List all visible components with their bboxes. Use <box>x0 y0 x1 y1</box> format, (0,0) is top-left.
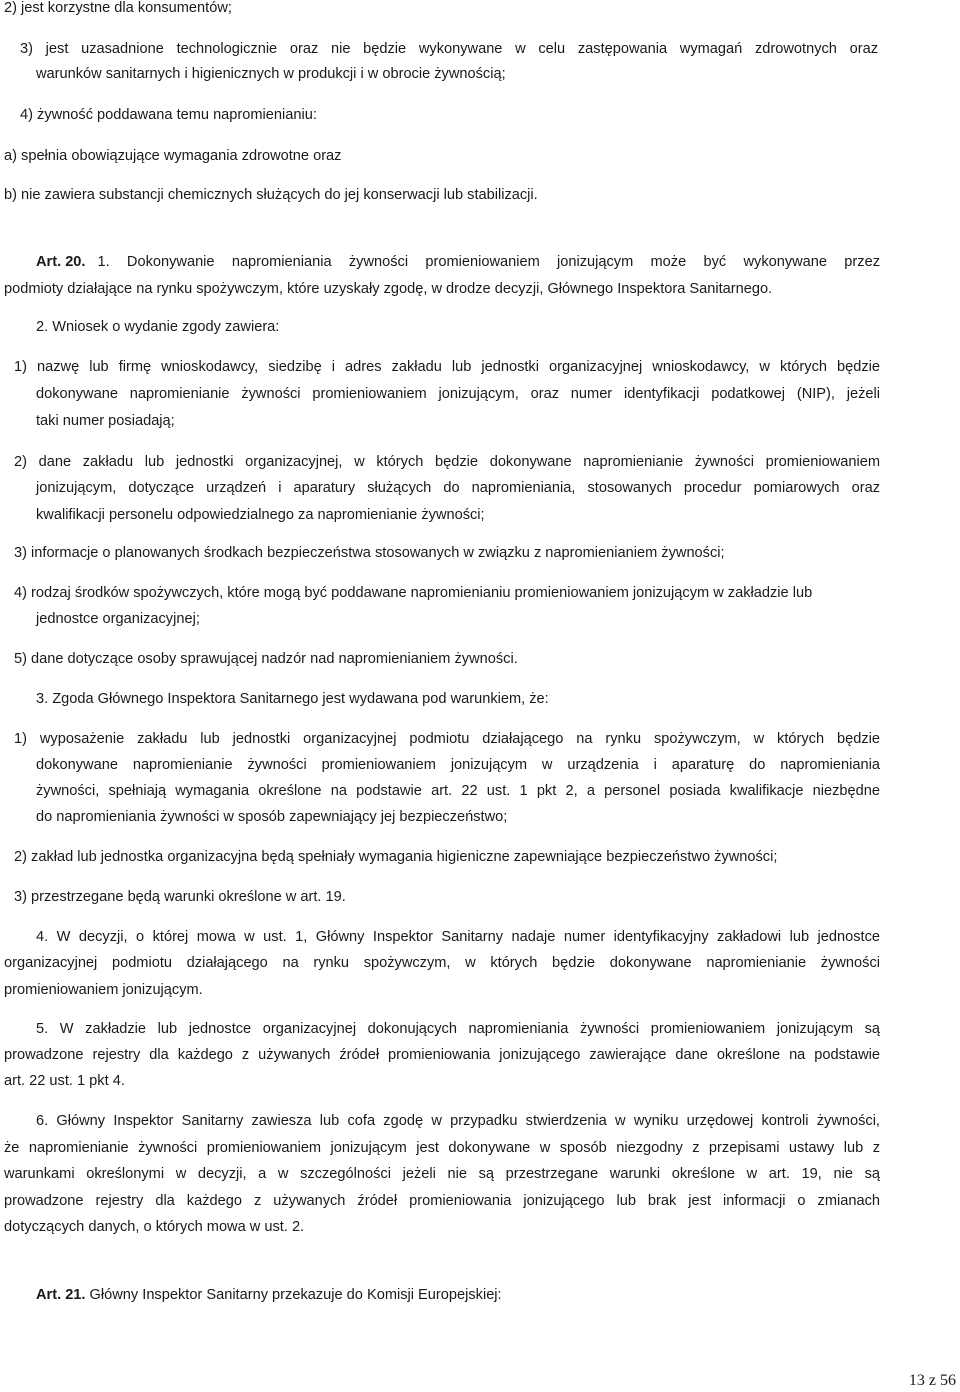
list-item: 5) dane dotyczące osoby sprawującej nadzór nad napromienianiem żywności. <box>14 651 518 667</box>
text-line: art. 22 ust. 1 pkt 4. <box>4 1073 125 1089</box>
article-heading-line <box>36 1282 880 1308</box>
text-line: 3. Zgoda Głównego Inspektora Sanitarnego jest wydawana pod warunkiem, że: <box>36 691 549 707</box>
text-line: promieniowaniem jonizującym. <box>4 982 203 998</box>
list-item: 2) zakład lub jednostka organizacyjna będą spełniały wymagania higieniczne zapewniające bezpieczeństwo żywności; <box>14 849 778 865</box>
article-number: Art. 21. <box>36 1287 86 1303</box>
list-item: 2) jest korzystne dla konsumentów; <box>4 0 232 16</box>
text-line: dokonywane napromienianie żywności promieniowaniem jonizującym w urządzenia i aparaturę do napromieniania <box>36 757 880 773</box>
text-line: Główny Inspektor Sanitarny przekazuje do Komisji Europejskiej: <box>89 1287 502 1303</box>
text-line: warunkami określonymi w decyzji, a w szczególności jeżeli nie są przestrzegane warunki określone w art. 19, nie są <box>4 1166 880 1182</box>
text-line: prowadzone rejestry dla każdego z używanych źródeł promieniowania jonizującego lub brak jest informacji o zmianach <box>4 1193 880 1209</box>
article-number: Art. 20. <box>36 254 86 270</box>
text-line: taki numer posiadają; <box>36 413 175 429</box>
list-item: 3) przestrzegane będą warunki określone w art. 19. <box>14 889 346 905</box>
text-line: jonizującym, dotyczące urządzeń i aparatury służących do napromieniania, stosowanych procedur pomiarowych oraz <box>36 480 880 496</box>
text-line: 4. W decyzji, o której mowa w ust. 1, Główny Inspektor Sanitarny nadaje numer identyfikacyjny zakładowi lub jednostce <box>36 929 880 945</box>
text-line: 5. W zakładzie lub jednostce organizacyjnej dokonujących napromieniania żywności promieniowaniem jonizującym są <box>36 1021 880 1037</box>
text-line: warunków sanitarnych i higienicznych w produkcji i w obrocie żywnością; <box>36 66 506 82</box>
list-item: 2) dane zakładu lub jednostki organizacyjnej, w których będzie dokonywane napromienianie żywności promieniowaniem <box>14 454 880 470</box>
text-line: podmioty działające na rynku spożywczym, które uzyskały zgodę, w drodze decyzji, Głównego Inspektora Sanitarnego. <box>4 281 773 297</box>
text-line: że napromienianie żywności promieniowaniem jonizującym jest dokonywane w sposób niezgodny z przepisami ustawy lub z <box>4 1140 880 1156</box>
article-heading-line <box>36 249 880 275</box>
list-item: 3) informacje o planowanych środkach bezpieczeństwa stosowanych w związku z napromienianiem żywności; <box>14 545 725 561</box>
text-line: organizacyjnej podmiotu działającego na rynku spożywczym, w których będzie dokonywane napromienianie żywności <box>4 955 880 971</box>
text-line: żywności, spełniają wymagania określone na podstawie art. 22 ust. 1 pkt 2, a personel posiada kwalifikacje niezbędne <box>36 783 880 799</box>
list-item: 1) nazwę lub firmę wnioskodawcy, siedzibę i adres zakładu lub jednostki organizacyjnej wnioskodawcy, w których będzie <box>14 359 880 375</box>
list-item: 3) jest uzasadnione technologicznie oraz nie będzie wykonywane w celu zastępowania wymagań zdrowotnych oraz <box>20 41 878 57</box>
text-line: dokonywane napromienianie żywności promieniowaniem jonizującym, oraz numer identyfikacji podatkowej (NIP), jeżeli <box>36 386 880 402</box>
list-item: 1) wyposażenie zakładu lub jednostki organizacyjnej podmiotu działającego na rynku spożywczym, w których będzie <box>14 731 880 747</box>
list-item: a) spełnia obowiązujące wymagania zdrowotne oraz <box>4 148 342 164</box>
page-number: 13 z 56 <box>908 1372 956 1389</box>
list-item: 4) rodzaj środków spożywczych, które mogą być poddawane napromienianiu promieniowaniem jonizującym w zakładzie lub <box>14 585 813 601</box>
text-line: jednostce organizacyjnej; <box>36 611 200 627</box>
text-line: 2. Wniosek o wydanie zgody zawiera: <box>36 319 280 335</box>
text-line: prowadzone rejestry dla każdego z używanych źródeł promieniowania jonizującego zawierające dane określone na podstawie <box>4 1047 880 1063</box>
text-line: kwalifikacji personelu odpowiedzialnego za napromienianie żywności; <box>36 507 485 523</box>
text-line: dotyczących danych, o których mowa w ust. 2. <box>4 1219 305 1235</box>
text-line: 1. Dokonywanie napromieniania żywności promieniowaniem jonizującym może być wykonywane przez <box>97 254 880 270</box>
text-line: do napromieniania żywności w sposób zapewniający jej bezpieczeństwo; <box>36 809 508 825</box>
list-item: b) nie zawiera substancji chemicznych służących do jej konserwacji lub stabilizacji. <box>4 187 538 203</box>
list-item: 4) żywność poddawana temu napromienianiu: <box>20 107 317 123</box>
text-line: 6. Główny Inspektor Sanitarny zawiesza lub cofa zgodę w przypadku stwierdzenia w wyniku urzędowej kontroli żywności, <box>36 1113 880 1129</box>
